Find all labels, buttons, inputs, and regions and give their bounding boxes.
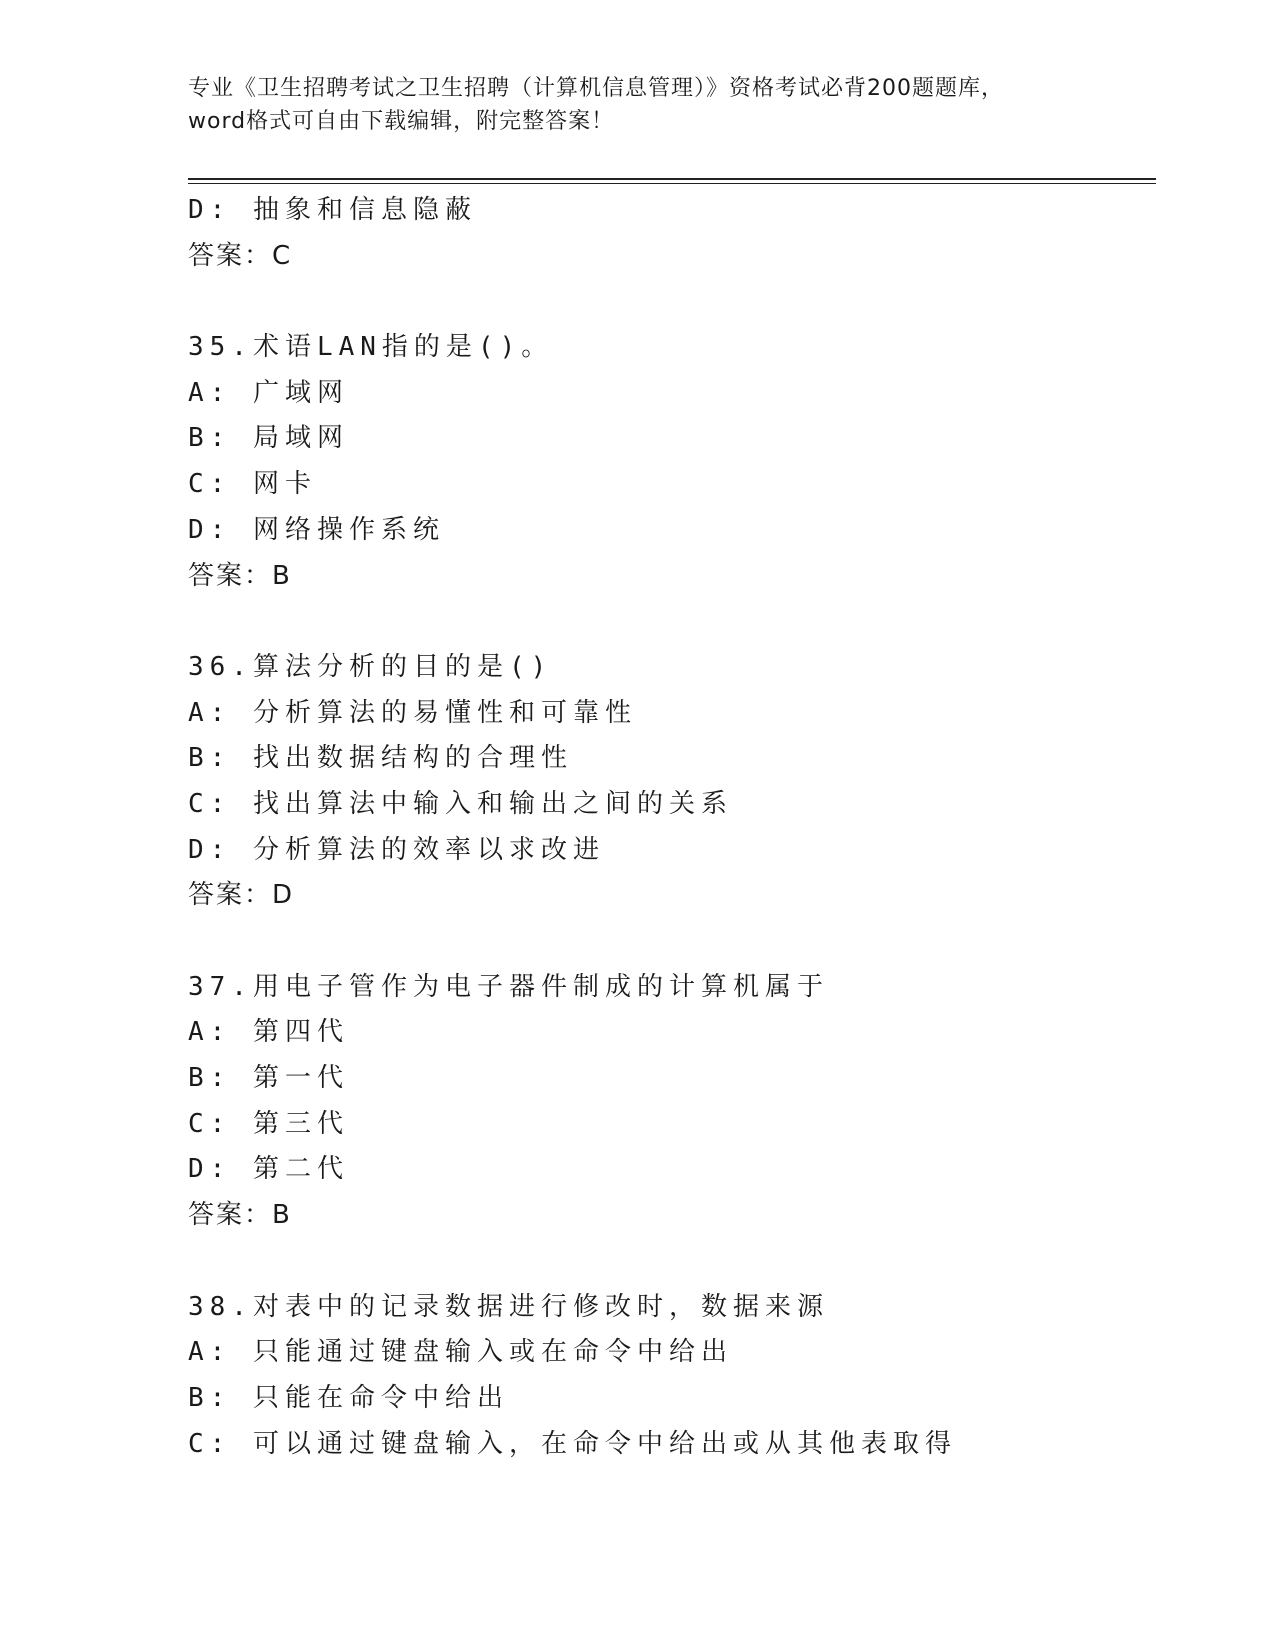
spacer [188, 279, 1156, 325]
header-divider-thick [188, 178, 1156, 180]
option-a: A: 只能通过键盘输入或在命令中给出 [188, 1337, 733, 1368]
question-37: 37.用电子管作为电子器件制成的计算机属于 [188, 971, 829, 1002]
spacer [188, 599, 1156, 645]
question-list [188, 188, 1156, 1467]
option-a: A: 第四代 [188, 1017, 349, 1048]
option-c: C: 找出算法中输入和输出之间的关系 [188, 788, 733, 819]
spacer [188, 1239, 1156, 1285]
answer-line: 答案：B [188, 1200, 292, 1231]
option-c: C: 网卡 [188, 469, 317, 500]
option-d: D: 分析算法的效率以求改进 [188, 834, 605, 865]
option-d: D: 抽象和信息隐蔽 [188, 195, 477, 225]
option-b: B: 只能在命令中给出 [188, 1382, 509, 1413]
question-36: 36.算法分析的目的是() [188, 651, 553, 682]
answer-line: 答案：D [188, 880, 295, 911]
question-38: 38.对表中的记录数据进行修改时，数据来源 [188, 1291, 829, 1322]
option-b: B: 局域网 [188, 423, 349, 454]
option-a: A: 分析算法的易懂性和可靠性 [188, 697, 637, 728]
answer-line: 答案：B [188, 560, 292, 591]
option-d: D: 网络操作系统 [188, 514, 445, 545]
header-line-1: 专业《卫生招聘考试之卫生招聘（计算机信息管理）》资格考试必背200题题库， [188, 76, 1004, 101]
option-d: D: 第二代 [188, 1154, 349, 1185]
question-35: 35.术语LAN指的是()。 [188, 332, 554, 363]
option-a: A: 广域网 [188, 377, 349, 408]
document-header [188, 72, 1088, 138]
answer-line: 答案：C [188, 240, 293, 271]
option-c: C: 第三代 [188, 1108, 349, 1139]
option-c: C: 可以通过键盘输入，在命令中给出或从其他表取得 [188, 1428, 957, 1459]
spacer [188, 919, 1156, 965]
header-divider-thin [188, 183, 1156, 184]
option-b: B: 找出数据结构的合理性 [188, 743, 573, 774]
header-line-2: word格式可自由下载编辑，附完整答案！ [188, 109, 615, 134]
option-b: B: 第一代 [188, 1063, 349, 1094]
